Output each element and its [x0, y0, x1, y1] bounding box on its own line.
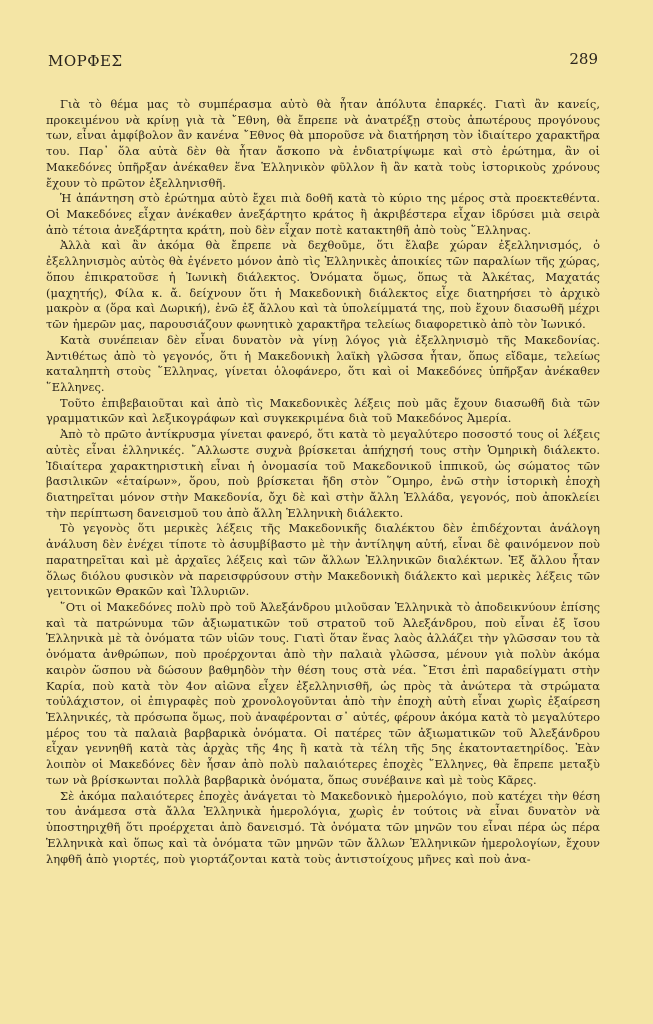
paragraph: Ἀπὸ τὸ πρῶτο ἀντίκρυσμα γίνεται φανερό, ὅτι κατὰ τὸ μεγαλύτερο ποσοστό τους οἱ λέξεις αὐτὲς εἶναι ἑλληνικές. ῎Αλλωστε συχνὰ βρίσκεται ἀπήχησή τους στὴν Ὁμηρικὴ διάλεκτο. Ἰδιαίτερα χαρακτηριστικὴ εἶναι ἡ ὀνομασία τοῦ Μακεδονικοῦ ἱππικοῦ, ὡς σώματος τῶν βασιλικῶν «ἑταίρων», ὅρου, ποὺ βρίσκεται ἤδη στὸν ῞Ομηρο, ἐνῶ στὴν ἱστορικὴ ἐποχὴ διατηρεῖται μόνον στὴν Μακεδονία, ὄχι δὲ καὶ στὴν ἄλλη Ἑλλάδα, γεγονός, ποὺ ἀποκλείει τὴν περίπτωση δανεισμοῦ του ἀπὸ ἄλλη Ἑλληνικὴ διάλεκτο. [46, 427, 600, 520]
paragraph: Ἀλλὰ καὶ ἂν ἀκόμα θὰ ἔπρεπε νὰ δεχθοῦμε, ὅτι ἔλαβε χώραν ἐξελληνισμός, ὁ ἐξελληνισμὸς αὐτὸς θὰ ἐγένετο μόνον ἀπὸ τὶς Ἑλληνικὲς ἀποικίες τῶν παραλίων τῆς χώρας, ὅπου ἐπικρατοῦσε ἡ Ἰωνικὴ διάλεκτος. Ὀνόματα ὅμως, ὅπως τὰ Ἀλκέτας, Μαχατάς (μαχητής), Φίλα κ. ἄ. δείχνουν ὅτι ἡ Μακεδονικὴ διάλεκτος εἶχε διατηρήσει τὸ ἀρχικὸ μακρὸν α (ὅρα καὶ Δωρική), ἐνῶ ἐξ ἄλλου καὶ τὰ ὑπολείμματά της, ποὺ ἔχουν διασωθῆ μέχρι τῶν ἡμερῶν μας, παρουσιάζουν φωνητικὸ χαρακτῆρα τελείως διαφορετικὸ ἀπὸ τὸν Ἰωνικό. [46, 238, 600, 332]
paragraph: Ἡ ἀπάντηση στὸ ἐρώτημα αὐτὸ ἔχει πιὰ δοθῆ κατὰ τὸ κύριο της μέρος στὰ προεκτεθέντα. Οἱ Μακεδόνες εἶχαν ἀνέκαθεν ἀνεξάρτητο κράτος ἢ ἀκριβέστερα εἶχαν ἱδρύσει μιὰ σειρὰ ἀπὸ τέτοια ἀνεξάρτητα κράτη, ποὺ δὲν εἶχαν ποτὲ κατακτηθῆ ἀπὸ τοὺς ῞Ελληνας. [46, 191, 600, 237]
paragraph: Γιὰ τὸ θέμα μας τὸ συμπέρασμα αὐτὸ θὰ ἦταν ἀπόλυτα ἐπαρκές. Γιατὶ ἂν κανείς, προκειμένου νὰ κρίνῃ γιὰ τὰ ῎Εθνη, θὰ ἔπρεπε νὰ ἀνατρέξῃ στοὺς ἀπωτέρους προγόνους των, εἶναι ἀμφίβολον ἂν κανένα ῎Εθνος θὰ μποροῦσε νὰ διατήρηση τὸν ἰδιαίτερο χαρακτῆρα του. Παρ᾿ ὅλα αὐτὰ δὲν θὰ ἦταν ἄσκοπο νὰ ἐνδιατρίψωμε καὶ στὸ ἐρώτημα, ἂν οἱ Μακεδόνες ὑπῆρξαν ἀνέκαθεν ἕνα Ἑλληνικὸν φῦλλον ἢ ἂν κατὰ τοὺς ἱστορικοὺς χρόνους ἔχουν τὸ πρῶτον ἐξελληνισθῆ. [46, 97, 600, 190]
journal-title: ΜΟΡΦΕΣ [48, 52, 123, 70]
paragraph: Σὲ ἀκόμα παλαιότερες ἐποχὲς ἀνάγεται τὸ Μακεδονικὸ ἡμερολόγιο, ποὺ κατέχει τὴν θέση του ἀνάμεσα στὰ ἄλλα Ἑλληνικὰ ἡμερολόγια, χωρὶς ἐν τούτοις νὰ εἶναι δυνατὸν νὰ ὑποστηριχθῆ ὅτι προέρχεται ἀπὸ δανεισμό. Τὰ ὀνόματα τῶν μηνῶν του εἶναι πέρα ὡς πέρα Ἑλληνικὰ καὶ ὅπως καὶ τὰ ὀνόματα τῶν μηνῶν τῶν ἄλλων Ἑλληνικῶν ἡμερολογίων, ἔχουν ληφθῆ ἀπὸ γιορτές, ποὺ γιορτάζονται κατὰ τοὺς ἀντιστοίχους μῆνες καὶ ποὺ ἀνα- [46, 788, 600, 866]
article-body [46, 97, 600, 867]
paragraph: Τοῦτο ἐπιβεβαιοῦται καὶ ἀπὸ τὶς Μακεδονικὲς λέξεις ποὺ μᾶς ἔχουν διασωθῆ διὰ τῶν γραμματικῶν καὶ λεξικογράφων καὶ συγκεκριμένα διὰ τοῦ Μακεδόνος Ἀμερία. [46, 395, 600, 426]
running-head [48, 52, 598, 72]
page-number: 289 [569, 50, 598, 68]
paragraph: ῞Οτι οἱ Μακεδόνες πολὺ πρὸ τοῦ Ἀλεξάνδρου μιλοῦσαν Ἑλληνικὰ τὸ ἀποδεικνύουν ἐπίσης καὶ τὰ πατρώνυμα τῶν ἀξιωματικῶν τοῦ στρατοῦ τοῦ Ἀλεξάνδρου, ποὺ εἶναι ἐξ ἴσου Ἑλληνικὰ μὲ τὰ ὀνόματα τῶν υἱῶν τους. Γιατὶ ὅταν ἕνας λαὸς ἀλλάζει τὴν γλῶσσαν του τὰ ὀνόματα ἀνθρώπων, ποὺ προέρχονται ἀπὸ τὴν παλαιὰ γλῶσσα, μένουν γιὰ πολὺν ἀκόμα καιρὸν ὥσπου νὰ δώσουν βαθμηδὸν τὴν θέση τους στὰ νέα. ῎Ετσι ἐπὶ παραδείγματι στὴν Καρία, ποὺ κατὰ τὸν 4ον αἰῶνα εἶχεν ἐξελληνισθῆ, ὡς πρὸς τὰ ἀνώτερα τὰ στρώματα τοὐλάχιστον, οἱ ἐπιγραφὲς ποὺ χρονολογοῦνται ἀπὸ τὴν ἐποχὴ αὐτὴ εἶναι χωρὶς ἐξαίρεση Ἑλληνικές, τὰ πρόσωπα ὅμως, ποὺ ἀναφέρονται σ᾿ αὐτές, φέρουν ἀκόμα κατὰ τὸ μεγαλύτερο μέρος του τὰ παλαιὰ βαρβαρικὰ ὀνόματα. Οἱ πατέρες τῶν ἀξιωματικῶν τοῦ Ἀλεξάνδρου εἶχαν γεννηθῆ κατὰ τὰς ἀρχὰς τῆς 4ης ἢ κατὰ τὰ τέλη τῆς 5ης ἑκατονταετηρίδος. Ἐὰν λοιπὸν οἱ Μακεδόνες δὲν ἦσαν ἀπὸ πολὺ παλαιότερες ἐποχὲς ῞Ελληνες, θὰ ἔπρεπε μεταξὺ των νὰ βρίσκωνται πολλὰ βαρβαρικὰ ὀνόματα, ὅπως συνέβαινε καὶ μὲ τοὺς Κᾶρες. [46, 600, 600, 787]
paragraph: Τὸ γεγονὸς ὅτι μερικὲς λέξεις τῆς Μακεδονικῆς διαλέκτου δὲν ἐπιδέχονται ἀνάλογη ἀνάλυση δὲν ἐνέχει τίποτε τὸ ἀσυμβίβαστο μὲ τὴν ἀντίληψη αὐτή, εἶναι δὲ φαινόμενον ποὺ παρατηρεῖται καὶ μὲ ἀρχαῖες λέξεις καὶ τῶν ἄλλων Ἑλληνικῶν διαλέκτων. Ἐξ ἄλλου ἦταν ὅλως διόλου φυσικὸν νὰ παρεισφρύσουν στὴν Μακεδονικὴ διάλεκτο καὶ μερικὲς λέξεις τῶν γειτονικῶν Θρακῶν καὶ Ἰλλυριῶν. [46, 521, 600, 599]
paragraph: Κατὰ συνέπειαν δὲν εἶναι δυνατὸν νὰ γίνῃ λόγος γιὰ ἐξελληνισμὸ τῆς Μακεδονίας. Ἀντιθέτως ἀπὸ τὸ γεγονός, ὅτι ἡ Μακεδονικὴ λαϊκὴ γλῶσσα ἦταν, ὅπως εἴδαμε, τελείως καταληπτὴ στοὺς ῞Ελληνας, γίνεται ὁλοφάνερο, ὅτι καὶ οἱ Μακεδόνες ὑπῆρξαν ἀνέκαθεν ῞Ελληνες. [46, 332, 600, 394]
